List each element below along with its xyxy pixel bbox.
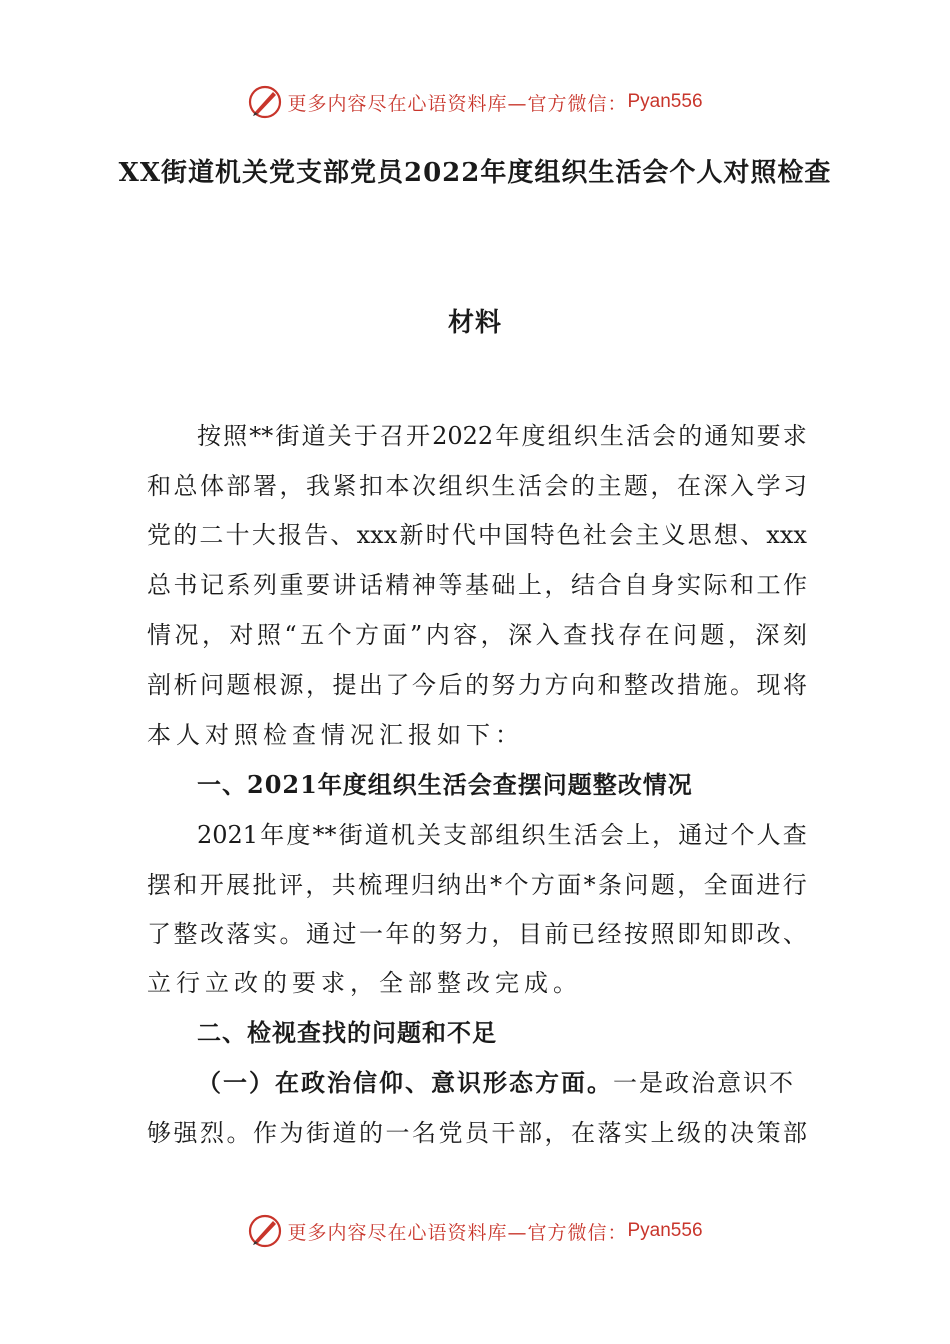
paragraph-line: 2021 年 度 ** 街 道 机 关 支 部 组 织 生 活 会 上 ， 通 过 个 人 查 (197, 821, 807, 849)
paragraph-text: 一是政治意识不 (613, 1069, 795, 1097)
paragraph-line: 党 的 二 十 大 报 告 、 xxx 新 时 代 中 国 特 色 社 会 主 义 思 想 、 xxx (147, 521, 807, 549)
watermark-text: 更多内容尽在心语资料库—官方微信： (287, 92, 628, 115)
paragraph-line: 总 书 记 系 列 重 要 讲 话 精 神 等 基 础 上 ， 结 合 自 身 实 际 和 工 作 (147, 571, 807, 599)
paragraph-line: 和 总 体 部 署 ， 我 紧 扣 本 次 组 织 生 活 会 的 主 题 ， 在 深 入 学 习 (147, 472, 807, 500)
watermark-wechat-id: Pyan556 (627, 91, 703, 112)
pen-logo-icon (247, 1213, 283, 1249)
paragraph-line: 了 整 改 落 实 。 通 过 一 年 的 努 力 ， 目 前 已 经 按 照 即 知 即 改 、 (147, 920, 807, 948)
paragraph-line: 情 况 ， 对 照 “ 五 个 方 面 ” 内 容 ， 深 入 查 找 存 在 问 题 ， 深 刻 (147, 621, 807, 649)
watermark-text: 更多内容尽在心语资料库—官方微信： (287, 1221, 628, 1244)
paragraph-line: 够 强 烈 。 作 为 街 道 的 一 名 党 员 干 部 ， 在 落 实 上 级 的 决 策 部 (147, 1119, 807, 1147)
paragraph-line: 摆 和 开 展 批 评 ， 共 梳 理 归 纳 出 * 个 方 面 * 条 问 题 ， 全 面 进 行 (147, 871, 807, 899)
watermark-banner-top (0, 82, 950, 122)
document-title-continued: 材料 (447, 308, 502, 338)
section-heading-2: 二、检视查找的问题和不足 (197, 1018, 497, 1047)
paragraph-line-with-subheading (197, 1068, 807, 1098)
paragraph-line: 立行立改的要求，全部整改完成。 (147, 969, 582, 997)
pen-logo-icon (247, 84, 283, 120)
document-title: XX街道机关党支部党员2022年度组织生活会个人对照检查 (118, 158, 832, 188)
paragraph-line: 本人对照检查情况汇报如下： (147, 721, 524, 749)
paragraph-line: 按 照 ** 街 道 关 于 召 开 2022 年 度 组 织 生 活 会 的 通 知 要 求 (197, 422, 807, 450)
watermark-wechat-id: Pyan556 (627, 1220, 703, 1241)
section-heading-1: 一、2021年度组织生活会查摆问题整改情况 (197, 770, 693, 799)
watermark-banner-bottom (0, 1211, 950, 1251)
paragraph-line: 剖 析 问 题 根 源 ， 提 出 了 今 后 的 努 力 方 向 和 整 改 措 施 。 现 将 (147, 671, 807, 699)
subheading-political: （一）在政治信仰、意识形态方面。 (197, 1068, 613, 1097)
